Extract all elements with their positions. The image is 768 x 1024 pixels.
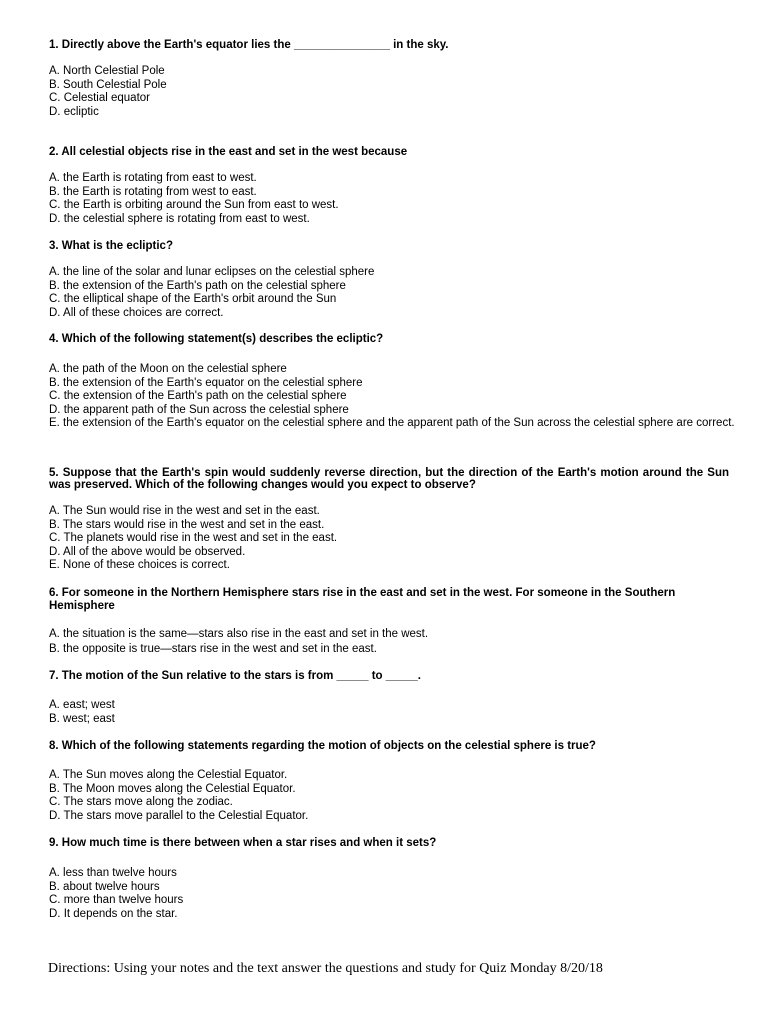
question-6: 6. For someone in the Northern Hemisphere stars rise in the east and set in the west. For someone in the Southern Hemisphere (49, 587, 676, 612)
option: C. Celestial equator (49, 92, 150, 105)
option: C. The stars move along the zodiac. (49, 796, 233, 809)
option: C. the extension of the Earth's path on the celestial sphere (49, 390, 347, 403)
question-4-options (49, 363, 739, 431)
question-4: 4. Which of the following statement(s) describes the ecliptic? (49, 333, 384, 345)
option: D. ecliptic (49, 105, 99, 118)
option: B. the opposite is true—stars rise in the west and set in the east. (49, 643, 377, 655)
option: A. the Earth is rotating from east to west. (49, 172, 257, 184)
question-6-options (49, 627, 739, 657)
option: E. the extension of the Earth's equator on the celestial sphere and the apparent path of the Sun across the celestial sphere are correct. (49, 417, 735, 430)
question-5-options (49, 505, 739, 573)
option: D. All of these choices are correct. (49, 306, 224, 319)
question-3-options (49, 266, 739, 320)
question-7: 7. The motion of the Sun relative to the stars is from _____ to _____. (49, 670, 421, 682)
option: D. All of the above would be observed. (49, 545, 246, 558)
option: D. the apparent path of the Sun across the celestial sphere (49, 403, 349, 416)
option: C. The planets would rise in the west and set in the east. (49, 532, 338, 545)
option: A. the line of the solar and lunar eclipses on the celestial sphere (49, 266, 375, 278)
directions-footer: Directions: Using your notes and the text answer the questions and study for Quiz Monday 8/20/18 (48, 961, 603, 976)
option: C. the elliptical shape of the Earth's orbit around the Sun (49, 293, 337, 306)
option: A. the situation is the same—stars also rise in the east and set in the west. (49, 628, 429, 640)
option: A. east; west (49, 699, 115, 711)
option: B. the extension of the Earth's equator on the celestial sphere (49, 376, 363, 389)
option: B. west; east (49, 712, 115, 725)
option: C. the Earth is orbiting around the Sun from east to west. (49, 199, 339, 212)
option: A. the path of the Moon on the celestial sphere (49, 363, 287, 375)
option: D. the celestial sphere is rotating from east to west. (49, 212, 310, 225)
option: A. The Sun would rise in the west and set in the east. (49, 505, 320, 517)
question-1-options (49, 65, 739, 119)
question-9-options (49, 867, 739, 921)
question-2-options (49, 172, 739, 226)
question-8-options (49, 769, 739, 823)
question-5: 5. Suppose that the Earth's spin would suddenly reverse direction, but the direction of the Earth's motion around the Sun was preserved. Which of the following changes would you expect to observe? (49, 467, 729, 491)
question-7-options (49, 699, 739, 726)
option: B. about twelve hours (49, 880, 160, 893)
option: D. It depends on the star. (49, 907, 178, 920)
option: C. more than twelve hours (49, 894, 184, 907)
option: E. None of these choices is correct. (49, 559, 230, 572)
question-2: 2. All celestial objects rise in the east and set in the west because (49, 146, 408, 158)
option: A. The Sun moves along the Celestial Equator. (49, 769, 288, 781)
option: A. North Celestial Pole (49, 65, 165, 77)
option: A. less than twelve hours (49, 867, 177, 879)
question-1: 1. Directly above the Earth's equator lies the _______________ in the sky. (49, 39, 449, 51)
option: B. the extension of the Earth's path on the celestial sphere (49, 279, 346, 292)
question-9: 9. How much time is there between when a star rises and when it sets? (49, 837, 437, 849)
question-8: 8. Which of the following statements regarding the motion of objects on the celestial sphere is true? (49, 740, 596, 752)
option: B. South Celestial Pole (49, 78, 167, 91)
question-3: 3. What is the ecliptic? (49, 240, 173, 252)
option: B. the Earth is rotating from west to east. (49, 185, 257, 198)
option: D. The stars move parallel to the Celestial Equator. (49, 809, 309, 822)
option: B. The Moon moves along the Celestial Equator. (49, 782, 296, 795)
option: B. The stars would rise in the west and set in the east. (49, 518, 325, 531)
